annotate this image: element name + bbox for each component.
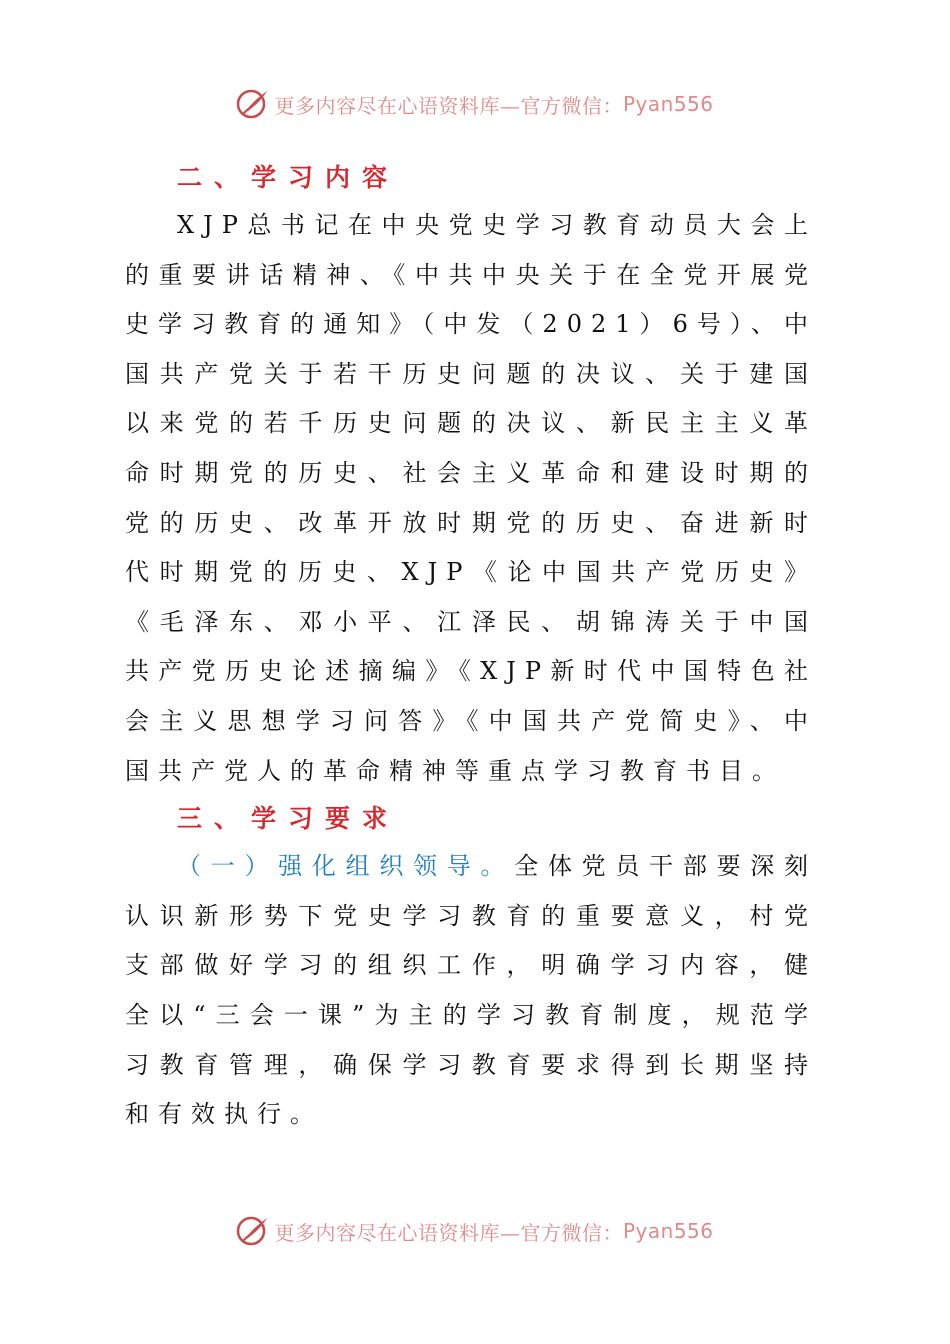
section-3-item-1	[125, 842, 817, 1140]
section-2-paragraph: XJP总书记在中央党史学习教育动员大会上的重要讲话精神、《中共中央关于在全党开展党史学习教育的通知》（中发（2021）6号）、中国共产党关于若干历史问题的决议、关于建国以来党的若千历史问题的决议、新民主主义革命时期党的历史、社会主义革命和建设时期的党的历史、改革开放时期党的历史、奋进新时代时期党的历史、XJP《论中国共产党历史》《毛泽东、邓小平、江泽民、胡锦涛关于中国共产党历史论述摘编》《XJP新时代中国特色社会主义思想学习问答》《中国共产党简史》、中国共产党人的革命精神等重点学习教育书目。	[125, 211, 817, 785]
watermark-text: 更多内容尽在心语资料库—官方微信：	[274, 1220, 623, 1245]
item-1-title: （一）强化组织领导。	[177, 852, 515, 881]
watermark-wechat-id: Pyan556	[622, 92, 714, 116]
watermark-footer	[0, 1211, 950, 1251]
quill-logo-icon	[236, 87, 270, 121]
section-3-heading: 三、学习要求	[177, 804, 400, 834]
item-1-body: 全体党员干部要深刻认识新形势下党史学习教育的重要意义，村党支部做好学习的组织工作，明确学习内容，健全以“三会一课”为主的学习教育制度，规范学习教育管理，确保学习教育要求得到长期坚持和有效执行。	[125, 852, 818, 1129]
watermark-wechat-id: Pyan556	[622, 1219, 714, 1243]
quill-logo-icon	[236, 1214, 270, 1248]
document-body	[125, 155, 817, 1140]
section-2-heading: 二、学习内容	[177, 163, 400, 192]
watermark-text: 更多内容尽在心语资料库—官方微信：	[274, 93, 623, 118]
watermark-header	[0, 84, 950, 124]
